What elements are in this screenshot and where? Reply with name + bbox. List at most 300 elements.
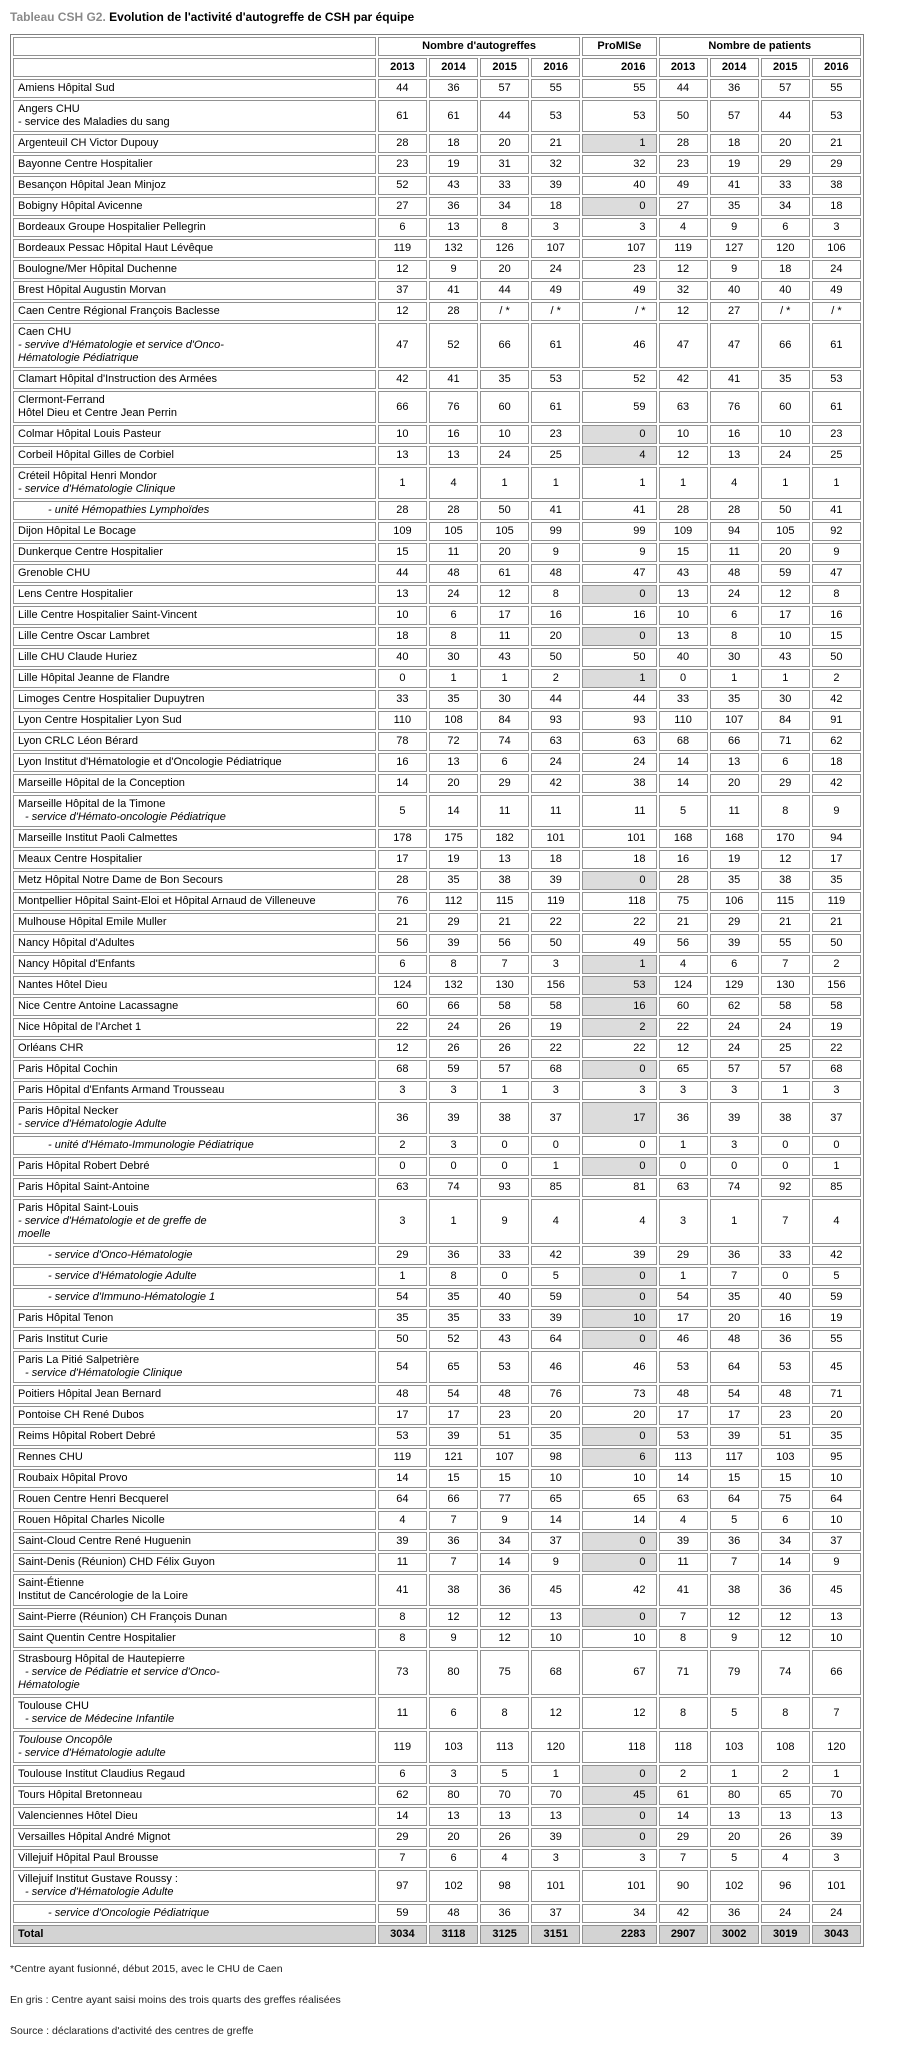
hospital-name-cell (13, 446, 376, 465)
patients-value: 168 (659, 829, 708, 848)
hospital-name-line: Créteil Hôpital Henri Mondor (18, 470, 157, 482)
promise-value: 34 (582, 1904, 656, 1923)
patients-value: 22 (812, 1039, 861, 1058)
patients-value: 24 (812, 1904, 861, 1923)
patients-value: 120 (761, 239, 810, 258)
patients-value: 41 (710, 370, 759, 389)
patients-value: 28 (659, 134, 708, 153)
autogreffes-value: 36 (378, 1102, 427, 1134)
patients-value: 12 (761, 1608, 810, 1627)
patients-value: 119 (659, 239, 708, 258)
autogreffes-value: 21 (531, 134, 580, 153)
patients-value: 36 (710, 1904, 759, 1923)
patients-value: 32 (659, 281, 708, 300)
autogreffes-value: 13 (429, 446, 478, 465)
patients-value: 80 (710, 1786, 759, 1805)
autogreffes-value: 108 (429, 711, 478, 730)
patients-value: 43 (761, 648, 810, 667)
autogreffes-value: 0 (429, 1157, 478, 1176)
patients-value: 124 (659, 976, 708, 995)
autogreffes-value: 58 (480, 997, 529, 1016)
promise-value: 6 (582, 1448, 656, 1467)
hospital-name-line: Toulouse Institut Claudius Regaud (18, 1768, 185, 1780)
autogreffes-value: 2 (531, 669, 580, 688)
hospital-name-line: Nancy Hôpital d'Adultes (18, 937, 135, 949)
patients-value: 1 (761, 1081, 810, 1100)
hospital-name-cell (13, 1039, 376, 1058)
autogreffes-value: 115 (480, 892, 529, 911)
promise-value: 22 (582, 1039, 656, 1058)
hospital-name-line: Nancy Hôpital d'Enfants (18, 958, 136, 970)
hospital-name-line: Paris Institut Curie (18, 1333, 108, 1345)
autogreffes-value: 14 (531, 1511, 580, 1530)
patients-value: 107 (710, 711, 759, 730)
autogreffes-value: 18 (531, 197, 580, 216)
patients-value: 61 (659, 1786, 708, 1805)
patients-value: 84 (761, 711, 810, 730)
autogreffes-value: 33 (480, 176, 529, 195)
hospital-name-line: Grenoble CHU (18, 567, 91, 579)
promise-value: 1 (582, 467, 656, 499)
table-row (13, 648, 861, 667)
autogreffes-value: 16 (531, 606, 580, 625)
autogreffes-value: 19 (429, 850, 478, 869)
autogreffes-value: 12 (378, 302, 427, 321)
autogreffes-value: 20 (480, 543, 529, 562)
autogreffes-value: 13 (480, 850, 529, 869)
autogreffes-value: 102 (429, 1870, 478, 1902)
patients-value: 12 (659, 446, 708, 465)
table-row (13, 1246, 861, 1265)
autogreffes-value: 35 (429, 690, 478, 709)
table-row (13, 997, 861, 1016)
autogreffes-value: 37 (531, 1532, 580, 1551)
autogreffes-value: 14 (378, 1469, 427, 1488)
promise-value: 49 (582, 281, 656, 300)
patients-value: 20 (710, 774, 759, 793)
patients-value: 4 (812, 1199, 861, 1244)
hospital-name-line: Total (18, 1928, 44, 1940)
autogreffes-value: 8 (378, 1608, 427, 1627)
autogreffes-value: 12 (378, 1039, 427, 1058)
hospital-name-line: Valenciennes Hôtel Dieu (18, 1810, 138, 1822)
autogreffes-value: 175 (429, 829, 478, 848)
patients-value: 40 (659, 648, 708, 667)
table-row (13, 176, 861, 195)
autogreffes-value: 73 (378, 1650, 427, 1695)
autogreffes-value: 3 (429, 1765, 478, 1784)
autogreffes-value: 44 (480, 281, 529, 300)
promise-value: 101 (582, 1870, 656, 1902)
hospital-name-line: Reims Hôpital Robert Debré (18, 1430, 156, 1442)
patients-value: 12 (659, 302, 708, 321)
hospital-name-line: Toulouse Oncopôle (18, 1734, 113, 1746)
patients-value: 10 (659, 606, 708, 625)
hospital-name-line: Saint Quentin Centre Hospitalier (18, 1632, 176, 1644)
autogreffes-value: 3118 (429, 1925, 478, 1944)
patients-value: 71 (659, 1650, 708, 1695)
autogreffes-value: 119 (378, 1731, 427, 1763)
autogreffes-value: 1 (480, 467, 529, 499)
patients-value: 24 (710, 585, 759, 604)
autogreffes-value: / * (531, 302, 580, 321)
header-year: 2014 (429, 58, 478, 77)
promise-value: 1 (582, 134, 656, 153)
promise-value: 14 (582, 1511, 656, 1530)
autogreffes-value: 119 (378, 1448, 427, 1467)
hospital-name-line: Caen CHU (18, 326, 72, 338)
patients-value: 35 (812, 871, 861, 890)
promise-value: 53 (582, 976, 656, 995)
hospital-name-line: Orléans CHR (18, 1042, 84, 1054)
table-row (13, 391, 861, 423)
autogreffes-value: 3 (531, 218, 580, 237)
patients-value: 5 (710, 1511, 759, 1530)
hospital-name-line: Argenteuil CH Victor Dupouy (18, 137, 159, 149)
table-row (13, 134, 861, 153)
autogreffes-value: 6 (378, 955, 427, 974)
promise-value: 0 (582, 1807, 656, 1826)
patients-value: 103 (710, 1731, 759, 1763)
autogreffes-value: 1 (378, 467, 427, 499)
autogreffes-value: 0 (531, 1136, 580, 1155)
patients-value: 48 (659, 1385, 708, 1404)
header-year: 2016 (531, 58, 580, 77)
autogreffes-value: 61 (429, 100, 478, 132)
patients-value: 50 (659, 100, 708, 132)
autogreffes-value: 2 (378, 1136, 427, 1155)
patients-value: 94 (710, 522, 759, 541)
promise-value: 118 (582, 892, 656, 911)
table-row (13, 795, 861, 827)
autogreffes-value: 4 (531, 1199, 580, 1244)
hospital-name-line: Saint-Cloud Centre René Huguenin (18, 1535, 192, 1547)
autogreffes-value: 16 (429, 425, 478, 444)
hospital-name-cell (13, 1330, 376, 1349)
hospital-name-cell (13, 302, 376, 321)
table-row (13, 302, 861, 321)
hospital-name-line: - service d'Oncologie Pédiatrique (48, 1907, 210, 1919)
autogreffes-value: 8 (378, 1629, 427, 1648)
hospital-name-line: moelle (18, 1228, 51, 1240)
autogreffes-value: 65 (429, 1351, 478, 1383)
patients-value: 13 (710, 446, 759, 465)
autogreffes-value: 13 (429, 753, 478, 772)
autogreffes-value: 54 (378, 1351, 427, 1383)
hospital-name-line: Villejuif Institut Gustave Roussy : (18, 1873, 178, 1885)
table-row (13, 955, 861, 974)
autogreffes-value: 64 (531, 1330, 580, 1349)
autogreffes-value: 105 (429, 522, 478, 541)
autogreffes-value: 10 (378, 425, 427, 444)
autogreffes-value: 20 (531, 627, 580, 646)
autogreffes-value: 7 (378, 1849, 427, 1868)
patients-value: 1 (812, 1157, 861, 1176)
hospital-name-line: Lille CHU Claude Huriez (18, 651, 138, 663)
autogreffes-value: 101 (531, 1870, 580, 1902)
patients-value: 10 (812, 1629, 861, 1648)
hospital-name-cell (13, 260, 376, 279)
header-year: 2015 (761, 58, 810, 77)
autogreffes-value: 52 (378, 176, 427, 195)
autogreffes-value: 21 (480, 913, 529, 932)
patients-value: 42 (659, 370, 708, 389)
autogreffes-value: 0 (480, 1136, 529, 1155)
autogreffes-value: 36 (480, 1904, 529, 1923)
patients-value: 61 (812, 323, 861, 368)
autogreffes-value: 0 (480, 1267, 529, 1286)
patients-value: 0 (761, 1267, 810, 1286)
table-row (13, 913, 861, 932)
autogreffes-value: 38 (480, 871, 529, 890)
patients-value: 170 (761, 829, 810, 848)
patients-value: 4 (659, 218, 708, 237)
patients-value: 28 (710, 501, 759, 520)
autogreffes-value: 18 (429, 134, 478, 153)
hospital-name-cell (13, 829, 376, 848)
promise-value: 2 (582, 1018, 656, 1037)
autogreffes-value: 33 (480, 1246, 529, 1265)
patients-value: 36 (659, 1102, 708, 1134)
patients-value: 10 (761, 627, 810, 646)
hospital-name-line: Lille Centre Hospitalier Saint-Vincent (18, 609, 197, 621)
table-row (13, 892, 861, 911)
hospital-name-line: Saint-Pierre (Réunion) CH François Dunan (18, 1611, 228, 1623)
autogreffes-value: 29 (480, 774, 529, 793)
patients-value: 16 (710, 425, 759, 444)
autogreffes-value: 14 (480, 1553, 529, 1572)
patients-value: 3002 (710, 1925, 759, 1944)
autogreffes-value: 25 (531, 446, 580, 465)
hospital-name-line: Limoges Centre Hospitalier Dupuytren (18, 693, 205, 705)
autogreffes-value: 3 (531, 955, 580, 974)
patients-value: 3 (659, 1199, 708, 1244)
autogreffes-value: 4 (480, 1849, 529, 1868)
hospital-name-cell (13, 543, 376, 562)
autogreffes-value: 44 (480, 100, 529, 132)
patients-value: 6 (761, 218, 810, 237)
hospital-name-line: Hématologie (18, 1679, 80, 1691)
table-row (13, 1849, 861, 1868)
patients-value: 62 (812, 732, 861, 751)
hospital-name-line: - unité Hémopathies Lymphoïdes (48, 504, 210, 516)
patients-value: 57 (761, 79, 810, 98)
promise-value: 38 (582, 774, 656, 793)
autogreffes-value: 29 (378, 1246, 427, 1265)
patients-value: 79 (710, 1650, 759, 1695)
autogreffes-value: 3 (429, 1136, 478, 1155)
patients-value: 53 (761, 1351, 810, 1383)
autogreffes-value: 1 (378, 1267, 427, 1286)
hospital-name-line: Pontoise CH René Dubos (18, 1409, 144, 1421)
autogreffes-value: 54 (378, 1288, 427, 1307)
hospital-name-line: Corbeil Hôpital Gilles de Corbiel (18, 449, 174, 461)
patients-value: 20 (710, 1309, 759, 1328)
autogreffes-value: 34 (480, 197, 529, 216)
table-row (13, 100, 861, 132)
autogreffes-value: 132 (429, 976, 478, 995)
hospital-name-line: Bobigny Hôpital Avicenne (18, 200, 143, 212)
autogreffes-value: 50 (378, 1330, 427, 1349)
patients-value: 0 (710, 1157, 759, 1176)
patients-value: 29 (761, 774, 810, 793)
autogreffes-value: 18 (531, 850, 580, 869)
autogreffes-value: 61 (480, 564, 529, 583)
patients-value: 63 (659, 1178, 708, 1197)
table-row (13, 1731, 861, 1763)
patients-value: 63 (659, 391, 708, 423)
patients-value: 14 (659, 1807, 708, 1826)
autogreffes-value: 103 (429, 1731, 478, 1763)
patients-value: 23 (761, 1406, 810, 1425)
autogreffes-value: 30 (429, 648, 478, 667)
patients-value: 29 (659, 1828, 708, 1847)
promise-value: 12 (582, 1697, 656, 1729)
autogreffes-value: 32 (531, 155, 580, 174)
autogreffes-value: 20 (531, 1406, 580, 1425)
hospital-name-cell (13, 871, 376, 890)
hospital-name-cell (13, 976, 376, 995)
autogreffes-value: 14 (378, 1807, 427, 1826)
patients-value: 17 (761, 606, 810, 625)
patients-value: 41 (710, 176, 759, 195)
patients-value: 7 (761, 955, 810, 974)
hospital-name-cell (13, 669, 376, 688)
patients-value: 57 (761, 1060, 810, 1079)
promise-value: 3 (582, 1849, 656, 1868)
autogreffes-value: 45 (531, 1574, 580, 1606)
hospital-name-cell (13, 1629, 376, 1648)
autogreffes-value: 20 (429, 1828, 478, 1847)
table-row (13, 934, 861, 953)
patients-value: 11 (710, 543, 759, 562)
table-row (13, 522, 861, 541)
hospital-name-line: Tours Hôpital Bretonneau (18, 1789, 143, 1801)
autogreffes-value: 22 (531, 913, 580, 932)
autogreffes-value: 124 (378, 976, 427, 995)
table-header (13, 37, 861, 77)
patients-value: 59 (812, 1288, 861, 1307)
patients-value: 15 (659, 543, 708, 562)
promise-value: 39 (582, 1246, 656, 1265)
patients-value: 6 (761, 753, 810, 772)
patients-value: 13 (812, 1807, 861, 1826)
autogreffes-value: 54 (429, 1385, 478, 1404)
autogreffes-value: 13 (531, 1807, 580, 1826)
hospital-name-line: Nice Centre Antoine Lacassagne (18, 1000, 179, 1012)
autogreffes-value: 182 (480, 829, 529, 848)
promise-value: 10 (582, 1309, 656, 1328)
hospital-name-cell (13, 690, 376, 709)
patients-value: 168 (710, 829, 759, 848)
patients-value: 105 (761, 522, 810, 541)
patients-value: 129 (710, 976, 759, 995)
patients-value: 64 (710, 1351, 759, 1383)
autogreffes-value: 178 (378, 829, 427, 848)
patients-value: 3 (710, 1136, 759, 1155)
patients-value: 91 (812, 711, 861, 730)
hospital-name-cell (13, 1136, 376, 1155)
patients-value: 40 (761, 281, 810, 300)
hospital-name-cell (13, 1060, 376, 1079)
patients-value: 35 (710, 690, 759, 709)
autogreffes-value: 17 (429, 1406, 478, 1425)
patients-value: 7 (710, 1267, 759, 1286)
table-row (13, 976, 861, 995)
autogreffes-value: 126 (480, 239, 529, 258)
autogreffes-value: 29 (429, 913, 478, 932)
patients-value: 3019 (761, 1925, 810, 1944)
patients-value: 71 (812, 1385, 861, 1404)
patients-value: 34 (761, 197, 810, 216)
patients-value: 106 (710, 892, 759, 911)
patients-value: 101 (812, 1870, 861, 1902)
patients-value: 43 (659, 564, 708, 583)
hospital-name-line: Rouen Hôpital Charles Nicolle (18, 1514, 165, 1526)
patients-value: 65 (761, 1786, 810, 1805)
table-row (13, 323, 861, 368)
autogreffes-value: 74 (429, 1178, 478, 1197)
hospital-name-line: - service de Pédiatrie et service d'Onco- (25, 1666, 220, 1678)
hospital-name-line: Lille Hôpital Jeanne de Flandre (18, 672, 170, 684)
patients-value: 75 (659, 892, 708, 911)
hospital-name-line: Clermont-Ferrand (18, 394, 105, 406)
autogreffes-value: 30 (480, 690, 529, 709)
promise-value: 42 (582, 1574, 656, 1606)
promise-value: 63 (582, 732, 656, 751)
patients-value: 66 (761, 323, 810, 368)
patients-value: 13 (659, 627, 708, 646)
autogreffes-value: 6 (378, 1765, 427, 1784)
patients-value: 15 (812, 627, 861, 646)
promise-value: 0 (582, 1553, 656, 1572)
promise-value: 44 (582, 690, 656, 709)
hospital-name-cell (13, 585, 376, 604)
title-prefix: Tableau CSH G2. (10, 10, 106, 24)
header-group-row (13, 37, 861, 56)
patients-value: 8 (659, 1629, 708, 1648)
autogreffes-value: 42 (531, 774, 580, 793)
patients-value: 1 (812, 467, 861, 499)
autogreffes-value: 78 (378, 732, 427, 751)
autogreffes-value: 39 (531, 871, 580, 890)
hospital-name-line: - service d'Hématologie Clinique (25, 1367, 183, 1379)
patients-value: 109 (659, 522, 708, 541)
hospital-name-cell (13, 1650, 376, 1695)
autogreffes-value: 19 (531, 1018, 580, 1037)
autogreffes-value: 28 (429, 501, 478, 520)
patients-value: 35 (710, 1288, 759, 1307)
autogreffes-value: 6 (429, 606, 478, 625)
hospital-name-cell (13, 1199, 376, 1244)
patients-value: 0 (761, 1136, 810, 1155)
patients-value: 35 (710, 871, 759, 890)
patients-value: 92 (812, 522, 861, 541)
autogreffes-value: 80 (429, 1786, 478, 1805)
table-row (13, 585, 861, 604)
autogreffes-value: 66 (429, 1490, 478, 1509)
patients-value: 113 (659, 1448, 708, 1467)
patients-value: 115 (761, 892, 810, 911)
table-row (13, 711, 861, 730)
autogreffes-value: 68 (531, 1060, 580, 1079)
autogreffes-value: 93 (480, 1178, 529, 1197)
table-row (13, 1288, 861, 1307)
hospital-name-cell (13, 753, 376, 772)
autogreffes-value: 39 (429, 934, 478, 953)
promise-value: 0 (582, 425, 656, 444)
promise-value: 52 (582, 370, 656, 389)
